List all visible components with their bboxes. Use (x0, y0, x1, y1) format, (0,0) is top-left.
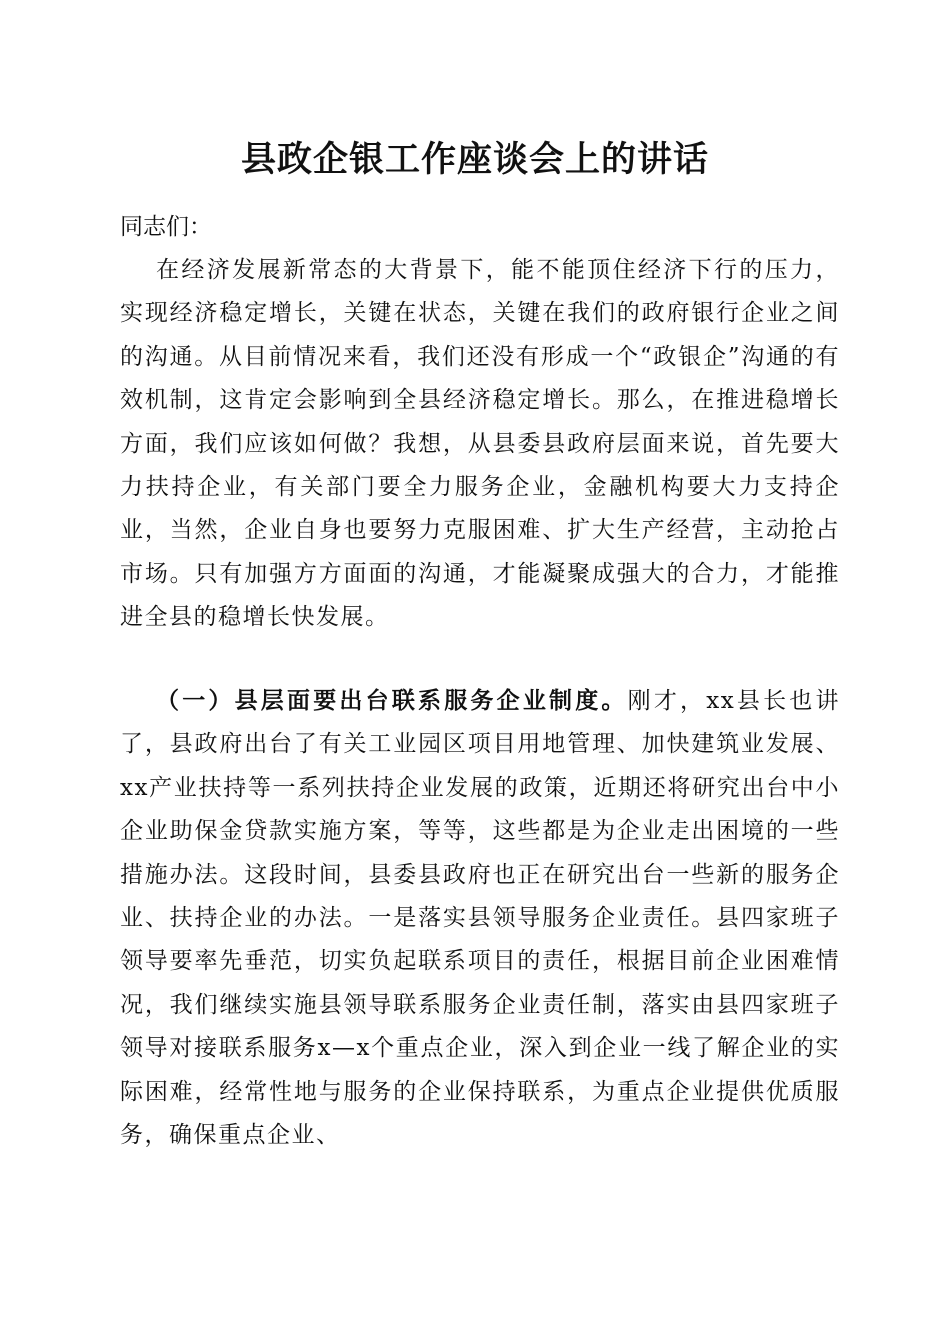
document-title: 县政企银工作座谈会上的讲话 (240, 139, 709, 180)
section-heading: （一）县层面要出台联系服务企业制度。 (156, 687, 628, 714)
paragraph-intro: 在经济发展新常态的大背景下，能不能顶住经济下行的压力，实现经济稳定增长，关键在状态，关键在我们的政府银行企业之间的沟通。从目前情况来看，我们还没有形成一个“政银企”沟通的有效机制，这肯定会影响到全县经济稳定增长。那么，在推进稳增长方面，我们应该如何做？我想，从县委县政府层面来说，首先要大力扶持企业，有关部门要全力服务企业，金融机构要大力支持企业，当然，企业自身也要努力克服困难、扩大生产经营，主动抢占市场。只有加强方方面面的沟通，才能凝聚成强大的合力，才能推进全县的稳增长快发展。 (120, 257, 840, 631)
greeting: 同志们： (120, 214, 212, 240)
section-body: 刚才，xx县长也讲了，县政府出台了有关工业园区项目用地管理、加快建筑业发展、xx产业扶持等一系列扶持企业发展的政策，近期还将研究出台中小企业助保金贷款实施方案，等等，这些都是为企业走出困境的一些措施办法。这段时间，县委县政府也正在研究出台一些新的服务企业、扶持企业的办法。一是落实县领导服务企业责任。县四家班子领导要率先垂范，切实负起联系项目的责任，根据目前企业困难情况，我们继续实施县领导联系服务企业责任制，落实由县四家班子领导对接联系服务x—x个重点企业，深入到企业一线了解企业的实际困难，经常性地与服务的企业保持联系，为重点企业提供优质服务，确保重点企业、 (120, 688, 840, 1149)
paragraph-section-one (120, 679, 840, 1157)
